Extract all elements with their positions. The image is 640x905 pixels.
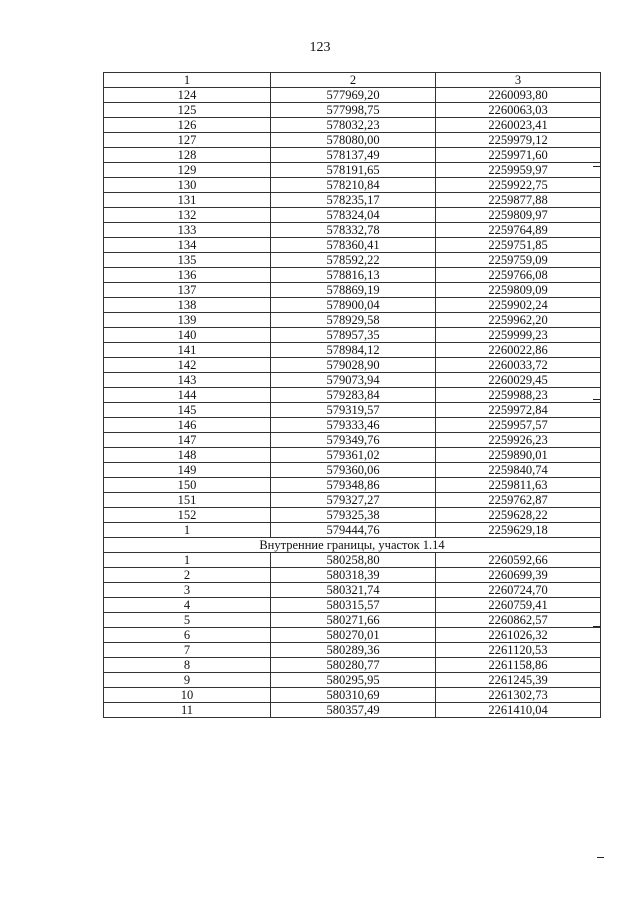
x-coordinate-cell: 579444,76 [271, 523, 436, 538]
table-row [104, 148, 601, 163]
point-number-cell: 11 [104, 703, 271, 718]
x-coordinate-cell: 580315,57 [271, 598, 436, 613]
x-coordinate-cell: 578032,23 [271, 118, 436, 133]
x-coordinate-cell: 580270,01 [271, 628, 436, 643]
table-row [104, 658, 601, 673]
x-coordinate-cell: 580318,39 [271, 568, 436, 583]
point-number-cell: 133 [104, 223, 271, 238]
table-row [104, 253, 601, 268]
margin-tick-mark [593, 166, 600, 167]
table-row [104, 478, 601, 493]
y-coordinate-cell: 2259999,23 [436, 328, 601, 343]
point-number-cell: 152 [104, 508, 271, 523]
point-number-cell: 129 [104, 163, 271, 178]
y-coordinate-cell: 2260033,72 [436, 358, 601, 373]
table-row [104, 493, 601, 508]
point-number-cell: 3 [104, 583, 271, 598]
point-number-cell: 140 [104, 328, 271, 343]
y-coordinate-cell: 2259629,18 [436, 523, 601, 538]
point-number-cell: 2 [104, 568, 271, 583]
table-row [104, 238, 601, 253]
point-number-cell: 150 [104, 478, 271, 493]
point-number-cell: 139 [104, 313, 271, 328]
y-coordinate-cell: 2259809,09 [436, 283, 601, 298]
x-coordinate-cell: 579349,76 [271, 433, 436, 448]
y-coordinate-cell: 2261302,73 [436, 688, 601, 703]
x-coordinate-cell: 578360,41 [271, 238, 436, 253]
table-row [104, 568, 601, 583]
x-coordinate-cell: 578929,58 [271, 313, 436, 328]
table-row [104, 88, 601, 103]
point-number-cell: 131 [104, 193, 271, 208]
y-coordinate-cell: 2259628,22 [436, 508, 601, 523]
section-title-row [104, 538, 601, 553]
y-coordinate-cell: 2259972,84 [436, 403, 601, 418]
y-coordinate-cell: 2260022,86 [436, 343, 601, 358]
x-coordinate-cell: 577998,75 [271, 103, 436, 118]
table-row [104, 388, 601, 403]
table-row [104, 268, 601, 283]
table-row [104, 508, 601, 523]
margin-tick-mark [597, 857, 604, 858]
point-number-cell: 142 [104, 358, 271, 373]
x-coordinate-cell: 579348,86 [271, 478, 436, 493]
point-number-cell: 128 [104, 148, 271, 163]
table-row [104, 418, 601, 433]
section-title: Внутренние границы, участок 1.14 [104, 538, 601, 553]
point-number-cell: 144 [104, 388, 271, 403]
y-coordinate-cell: 2259764,89 [436, 223, 601, 238]
y-coordinate-cell: 2260023,41 [436, 118, 601, 133]
point-number-cell: 147 [104, 433, 271, 448]
point-number-cell: 143 [104, 373, 271, 388]
x-coordinate-cell: 578235,17 [271, 193, 436, 208]
y-coordinate-cell: 2259762,87 [436, 493, 601, 508]
y-coordinate-cell: 2261158,86 [436, 658, 601, 673]
y-coordinate-cell: 2260699,39 [436, 568, 601, 583]
margin-tick-mark [593, 626, 600, 627]
point-number-cell: 126 [104, 118, 271, 133]
point-number-cell: 151 [104, 493, 271, 508]
y-coordinate-cell: 2261410,04 [436, 703, 601, 718]
point-number-cell: 136 [104, 268, 271, 283]
y-coordinate-cell: 2260592,66 [436, 553, 601, 568]
x-coordinate-cell: 580357,49 [271, 703, 436, 718]
y-coordinate-cell: 2260759,41 [436, 598, 601, 613]
table-row [104, 643, 601, 658]
x-coordinate-cell: 580258,80 [271, 553, 436, 568]
y-coordinate-cell: 2259922,75 [436, 178, 601, 193]
table-row [104, 688, 601, 703]
point-number-cell: 6 [104, 628, 271, 643]
y-coordinate-cell: 2259890,01 [436, 448, 601, 463]
table-row [104, 133, 601, 148]
table-row [104, 283, 601, 298]
x-coordinate-cell: 579073,94 [271, 373, 436, 388]
x-coordinate-cell: 580295,95 [271, 673, 436, 688]
x-coordinate-cell: 578816,13 [271, 268, 436, 283]
y-coordinate-cell: 2259979,12 [436, 133, 601, 148]
point-number-cell: 148 [104, 448, 271, 463]
y-coordinate-cell: 2259766,08 [436, 268, 601, 283]
y-coordinate-cell: 2260063,03 [436, 103, 601, 118]
y-coordinate-cell: 2261245,39 [436, 673, 601, 688]
y-coordinate-cell: 2259959,97 [436, 163, 601, 178]
header-cell-point: 1 [104, 73, 271, 88]
table-row [104, 598, 601, 613]
table-row [104, 343, 601, 358]
x-coordinate-cell: 579327,27 [271, 493, 436, 508]
table-row [104, 328, 601, 343]
table-row [104, 463, 601, 478]
table-row [104, 358, 601, 373]
y-coordinate-cell: 2259988,23 [436, 388, 601, 403]
point-number-cell: 132 [104, 208, 271, 223]
margin-tick-mark [593, 399, 600, 400]
y-coordinate-cell: 2260029,45 [436, 373, 601, 388]
y-coordinate-cell: 2259971,60 [436, 148, 601, 163]
y-coordinate-cell: 2260093,80 [436, 88, 601, 103]
table-row [104, 373, 601, 388]
table-row [104, 433, 601, 448]
y-coordinate-cell: 2259962,20 [436, 313, 601, 328]
y-coordinate-cell: 2259957,57 [436, 418, 601, 433]
y-coordinate-cell: 2259751,85 [436, 238, 601, 253]
point-number-cell: 8 [104, 658, 271, 673]
x-coordinate-cell: 578332,78 [271, 223, 436, 238]
table-row [104, 673, 601, 688]
point-number-cell: 124 [104, 88, 271, 103]
y-coordinate-cell: 2260724,70 [436, 583, 601, 598]
x-coordinate-cell: 579319,57 [271, 403, 436, 418]
table-row [104, 163, 601, 178]
point-number-cell: 141 [104, 343, 271, 358]
point-number-cell: 5 [104, 613, 271, 628]
y-coordinate-cell: 2261120,53 [436, 643, 601, 658]
point-number-cell: 127 [104, 133, 271, 148]
y-coordinate-cell: 2261026,32 [436, 628, 601, 643]
x-coordinate-cell: 579361,02 [271, 448, 436, 463]
point-number-cell: 146 [104, 418, 271, 433]
coordinates-table-body [104, 73, 601, 718]
table-row [104, 298, 601, 313]
table-row [104, 313, 601, 328]
table-row [104, 193, 601, 208]
x-coordinate-cell: 579028,90 [271, 358, 436, 373]
x-coordinate-cell: 578592,22 [271, 253, 436, 268]
x-coordinate-cell: 578137,49 [271, 148, 436, 163]
point-number-cell: 1 [104, 553, 271, 568]
point-number-cell: 1 [104, 523, 271, 538]
table-row [104, 553, 601, 568]
x-coordinate-cell: 580321,74 [271, 583, 436, 598]
x-coordinate-cell: 578210,84 [271, 178, 436, 193]
y-coordinate-cell: 2259809,97 [436, 208, 601, 223]
y-coordinate-cell: 2259902,24 [436, 298, 601, 313]
y-coordinate-cell: 2259811,63 [436, 478, 601, 493]
x-coordinate-cell: 577969,20 [271, 88, 436, 103]
table-row [104, 178, 601, 193]
table-row [104, 628, 601, 643]
coordinates-table [103, 72, 601, 718]
point-number-cell: 4 [104, 598, 271, 613]
x-coordinate-cell: 579325,38 [271, 508, 436, 523]
point-number-cell: 125 [104, 103, 271, 118]
point-number-cell: 7 [104, 643, 271, 658]
table-row [104, 118, 601, 133]
table-row [104, 403, 601, 418]
y-coordinate-cell: 2259877,88 [436, 193, 601, 208]
point-number-cell: 10 [104, 688, 271, 703]
point-number-cell: 145 [104, 403, 271, 418]
table-row [104, 448, 601, 463]
header-cell-x: 2 [271, 73, 436, 88]
table-row [104, 223, 601, 238]
x-coordinate-cell: 578900,04 [271, 298, 436, 313]
x-coordinate-cell: 580280,77 [271, 658, 436, 673]
table-row [104, 523, 601, 538]
table-row [104, 583, 601, 598]
point-number-cell: 138 [104, 298, 271, 313]
x-coordinate-cell: 580310,69 [271, 688, 436, 703]
y-coordinate-cell: 2260862,57 [436, 613, 601, 628]
point-number-cell: 9 [104, 673, 271, 688]
table-header-row [104, 73, 601, 88]
point-number-cell: 149 [104, 463, 271, 478]
x-coordinate-cell: 578191,65 [271, 163, 436, 178]
table-row [104, 703, 601, 718]
x-coordinate-cell: 578080,00 [271, 133, 436, 148]
y-coordinate-cell: 2259759,09 [436, 253, 601, 268]
table-row [104, 613, 601, 628]
table-row [104, 103, 601, 118]
page-number: 123 [309, 40, 331, 55]
x-coordinate-cell: 579283,84 [271, 388, 436, 403]
x-coordinate-cell: 579333,46 [271, 418, 436, 433]
x-coordinate-cell: 580271,66 [271, 613, 436, 628]
x-coordinate-cell: 578869,19 [271, 283, 436, 298]
x-coordinate-cell: 578957,35 [271, 328, 436, 343]
point-number-cell: 134 [104, 238, 271, 253]
point-number-cell: 137 [104, 283, 271, 298]
x-coordinate-cell: 579360,06 [271, 463, 436, 478]
header-cell-y: 3 [436, 73, 601, 88]
point-number-cell: 130 [104, 178, 271, 193]
y-coordinate-cell: 2259926,23 [436, 433, 601, 448]
x-coordinate-cell: 578984,12 [271, 343, 436, 358]
x-coordinate-cell: 578324,04 [271, 208, 436, 223]
x-coordinate-cell: 580289,36 [271, 643, 436, 658]
y-coordinate-cell: 2259840,74 [436, 463, 601, 478]
table-row [104, 208, 601, 223]
point-number-cell: 135 [104, 253, 271, 268]
